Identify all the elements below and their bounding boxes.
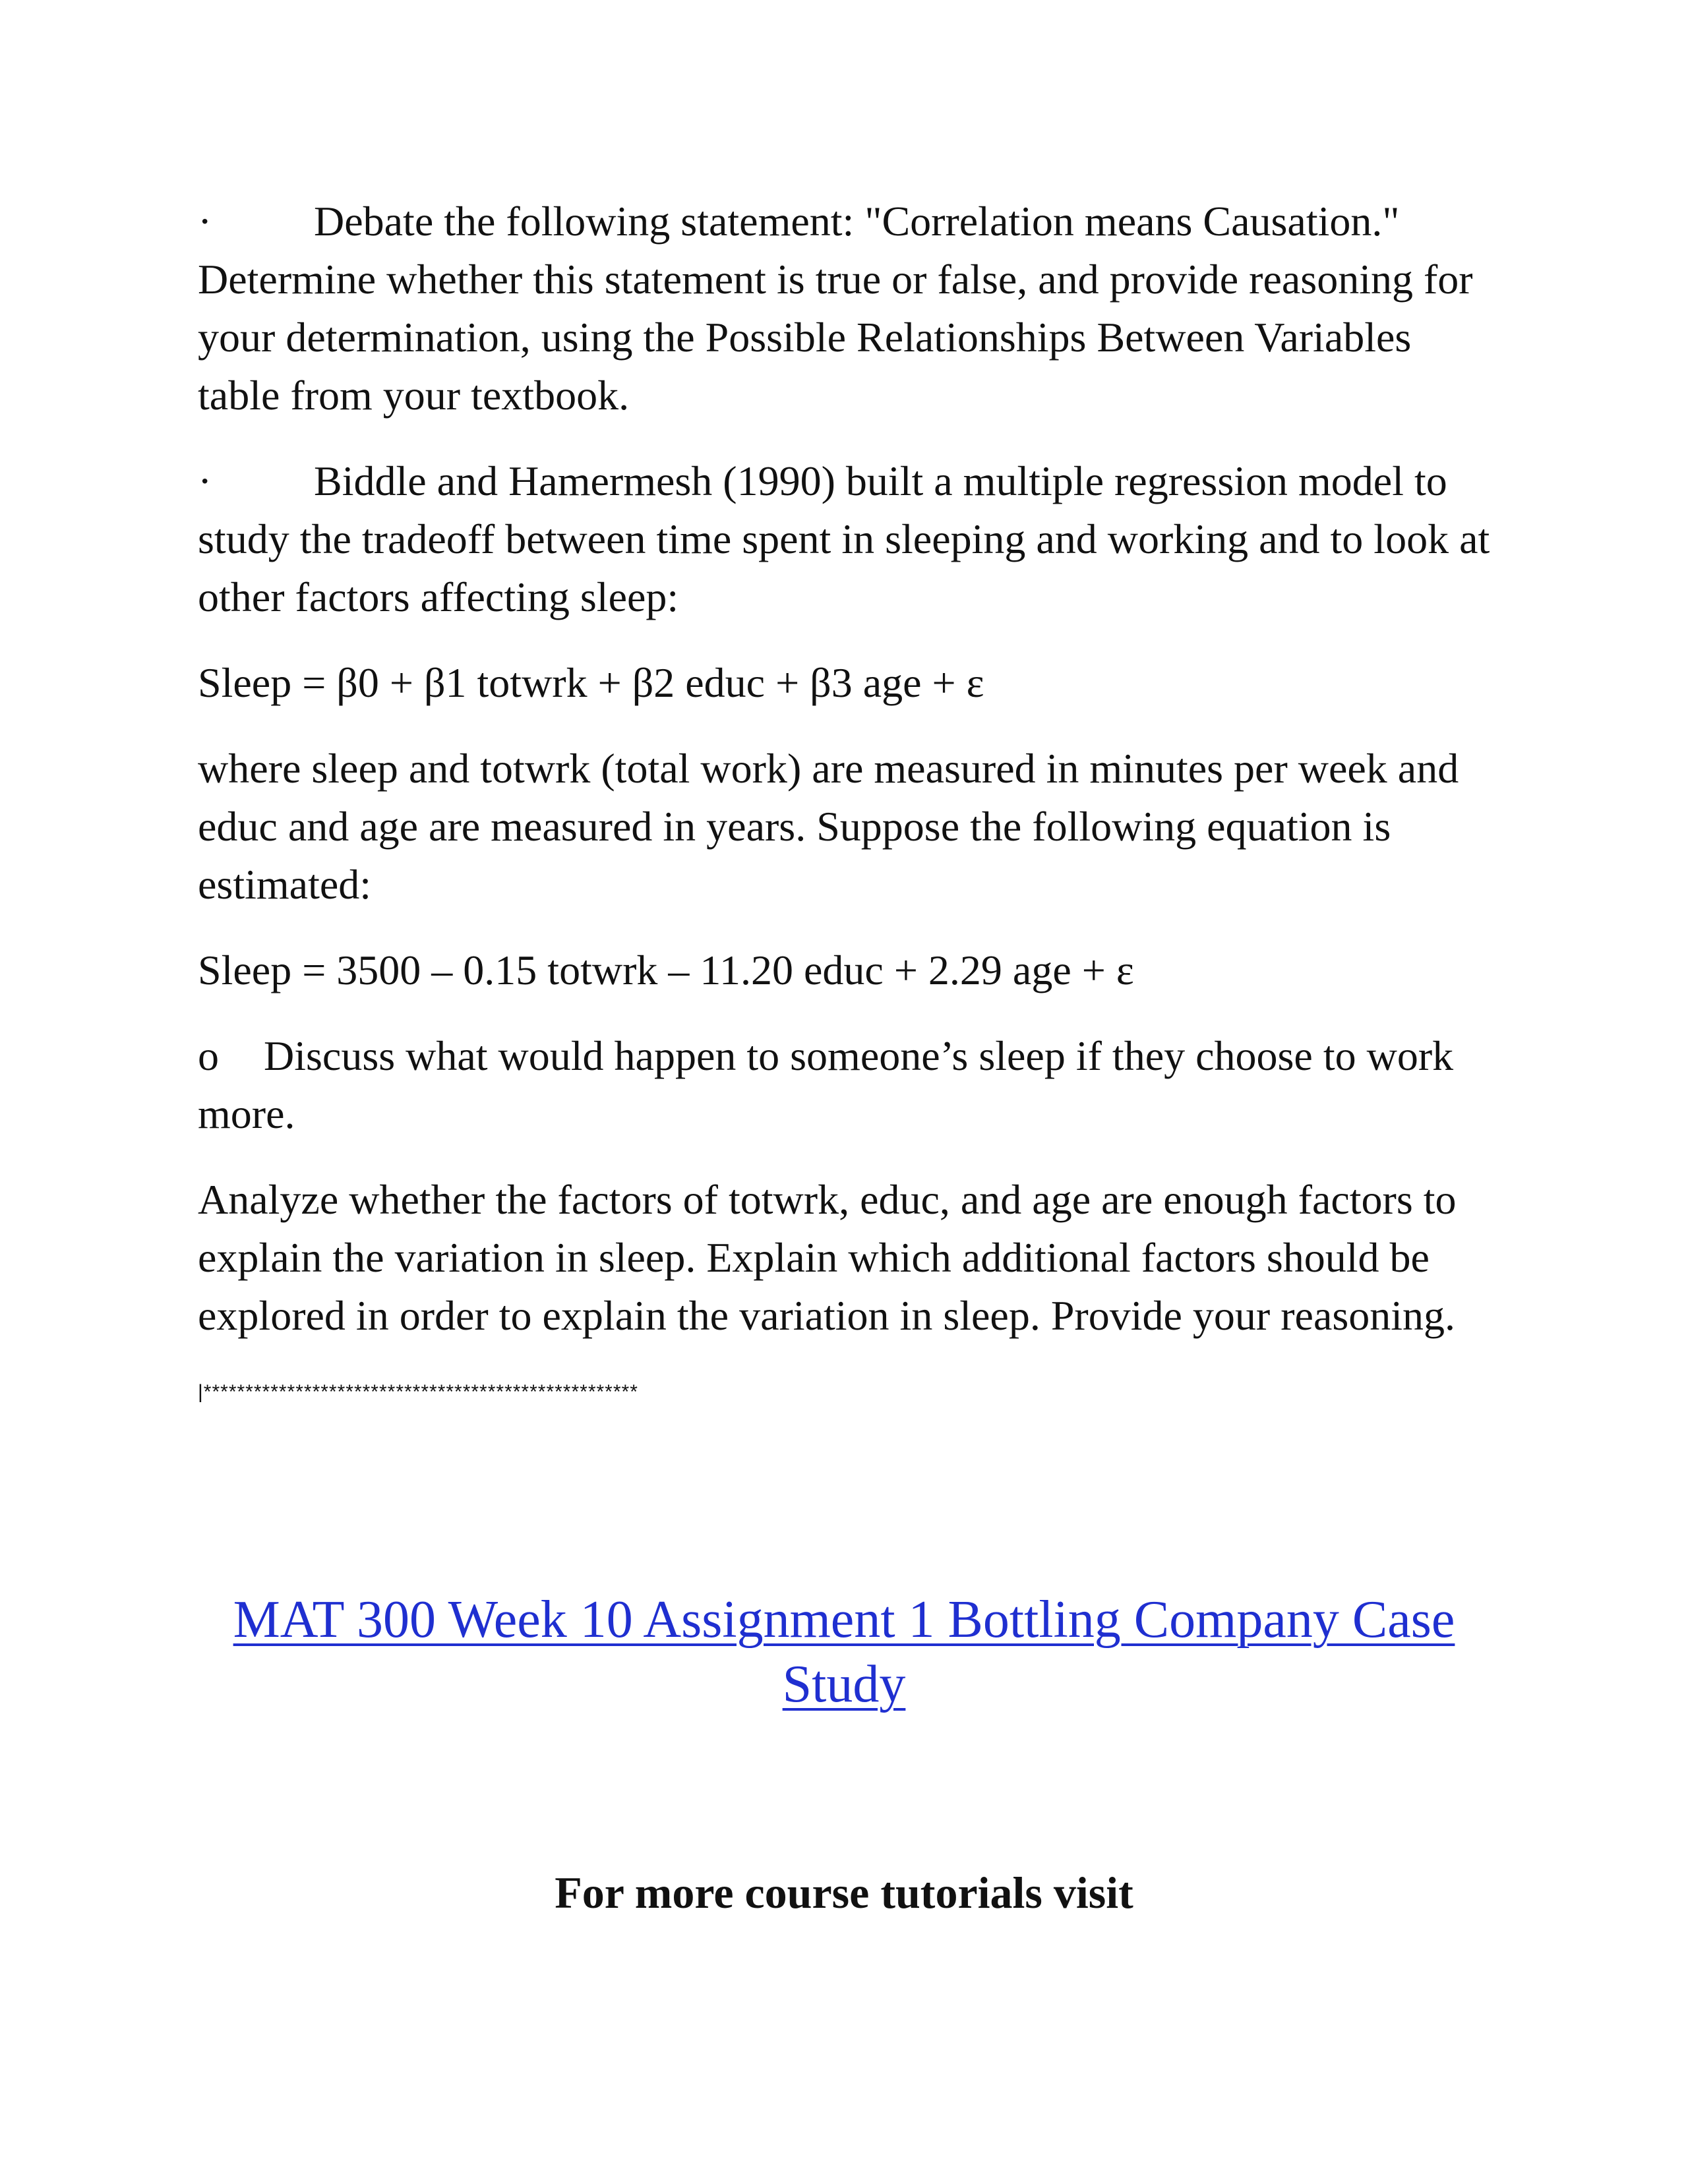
paragraph-units: where sleep and totwrk (total work) are measured in minutes per week and educ and age are measured in years. Suppose the following equation is estimated: — [198, 745, 1459, 908]
separator-line: |**************************************************** — [198, 1381, 638, 1403]
paragraph-biddle-text: Biddle and Hamermesh (1990) built a multiple regression model to study the tradeoff between time spent in sleeping and working and to look at other factors affecting sleep: — [198, 457, 1490, 620]
paragraph-discuss-text: Discuss what would happen to someone’s sleep if they choose to work more. — [198, 1032, 1454, 1137]
footer-heading: For more course tutorials visit — [555, 1868, 1133, 1918]
paragraph-debate — [198, 192, 1503, 425]
bullet-marker: · — [198, 457, 212, 504]
bullet-marker: · — [198, 198, 212, 245]
document-body — [198, 192, 1503, 1405]
equation-estimated: Sleep = 3500 – 0.15 totwrk – 11.20 educ + 2.29 age + ε — [198, 947, 1134, 993]
paragraph-debate-text: Debate the following statement: "Correlation means Causation." Determine whether this statement is true or false, and provide reasoning for your determination, using the Possible Relationships Between Variables table from your textbook. — [198, 198, 1473, 419]
assignment-link-block — [185, 1587, 1503, 1717]
paragraph-biddle — [198, 452, 1503, 626]
list-marker: o — [198, 1032, 219, 1079]
paragraph-analyze: Analyze whether the factors of totwrk, educ, and age are enough factors to explain the variation in sleep. Explain which additional factors should be explored in order to explain the variation in sleep. Provide your reasoning. — [198, 1176, 1457, 1339]
paragraph-discuss — [198, 1027, 1503, 1143]
equation-model: Sleep = β0 + β1 totwrk + β2 educ + β3 age + ε — [198, 659, 984, 706]
assignment-link[interactable]: MAT 300 Week 10 Assignment 1 Bottling Company Case Study — [233, 1591, 1455, 1713]
